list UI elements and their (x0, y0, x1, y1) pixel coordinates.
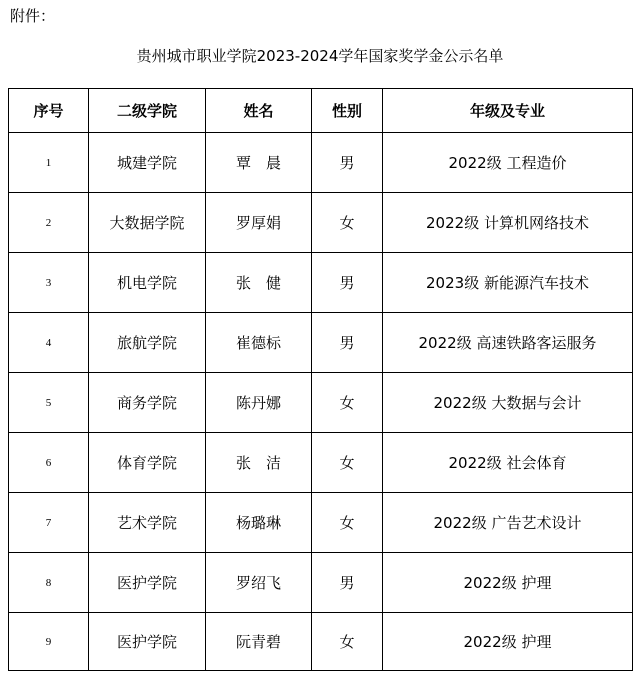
cell-gender: 女 (312, 193, 383, 253)
cell-college: 商务学院 (89, 373, 206, 433)
cell-name: 罗绍飞 (206, 553, 312, 613)
cell-seq: 3 (9, 253, 89, 313)
attachment-label: 附件： (10, 7, 56, 25)
header-name: 姓名 (206, 89, 312, 133)
cell-college: 体育学院 (89, 433, 206, 493)
cell-major: 2022级 社会体育 (383, 433, 633, 493)
table-row (9, 613, 633, 671)
cell-major: 2022级 工程造价 (383, 133, 633, 193)
table-row (9, 493, 633, 553)
cell-name: 张 洁 (206, 433, 312, 493)
cell-gender: 女 (312, 433, 383, 493)
cell-gender: 女 (312, 493, 383, 553)
cell-major: 2022级 广告艺术设计 (383, 493, 633, 553)
table-row (9, 193, 633, 253)
table-row (9, 373, 633, 433)
cell-name: 张 健 (206, 253, 312, 313)
cell-name: 陈丹娜 (206, 373, 312, 433)
cell-seq: 6 (9, 433, 89, 493)
cell-gender: 男 (312, 133, 383, 193)
cell-major: 2022级 护理 (383, 613, 633, 671)
table-row (9, 133, 633, 193)
cell-seq: 4 (9, 313, 89, 373)
cell-seq: 8 (9, 553, 89, 613)
cell-seq: 7 (9, 493, 89, 553)
cell-college: 机电学院 (89, 253, 206, 313)
cell-major: 2022级 护理 (383, 553, 633, 613)
cell-name: 覃 晨 (206, 133, 312, 193)
table-row (9, 253, 633, 313)
cell-major: 2022级 计算机网络技术 (383, 193, 633, 253)
cell-gender: 男 (312, 553, 383, 613)
table-row (9, 313, 633, 373)
cell-gender: 女 (312, 613, 383, 671)
cell-college: 艺术学院 (89, 493, 206, 553)
cell-seq: 9 (9, 613, 89, 671)
cell-seq: 2 (9, 193, 89, 253)
document-title: 贵州城市职业学院2023-2024学年国家奖学金公示名单 (136, 47, 504, 65)
cell-major: 2022级 高速铁路客运服务 (383, 313, 633, 373)
table-row (9, 553, 633, 613)
cell-college: 城建学院 (89, 133, 206, 193)
header-major: 年级及专业 (383, 89, 633, 133)
cell-seq: 1 (9, 133, 89, 193)
cell-seq: 5 (9, 373, 89, 433)
cell-name: 罗厚娟 (206, 193, 312, 253)
cell-name: 杨璐琳 (206, 493, 312, 553)
cell-college: 大数据学院 (89, 193, 206, 253)
cell-college: 医护学院 (89, 613, 206, 671)
header-gender: 性别 (312, 89, 383, 133)
cell-name: 崔德标 (206, 313, 312, 373)
cell-gender: 男 (312, 313, 383, 373)
cell-college: 旅航学院 (89, 313, 206, 373)
cell-major: 2022级 大数据与会计 (383, 373, 633, 433)
cell-major: 2023级 新能源汽车技术 (383, 253, 633, 313)
header-college: 二级学院 (89, 89, 206, 133)
cell-gender: 女 (312, 373, 383, 433)
cell-college: 医护学院 (89, 553, 206, 613)
header-seq: 序号 (9, 89, 89, 133)
table-row (9, 433, 633, 493)
cell-name: 阮青碧 (206, 613, 312, 671)
cell-gender: 男 (312, 253, 383, 313)
scholarship-table (8, 88, 633, 671)
table-header-row (9, 89, 633, 133)
